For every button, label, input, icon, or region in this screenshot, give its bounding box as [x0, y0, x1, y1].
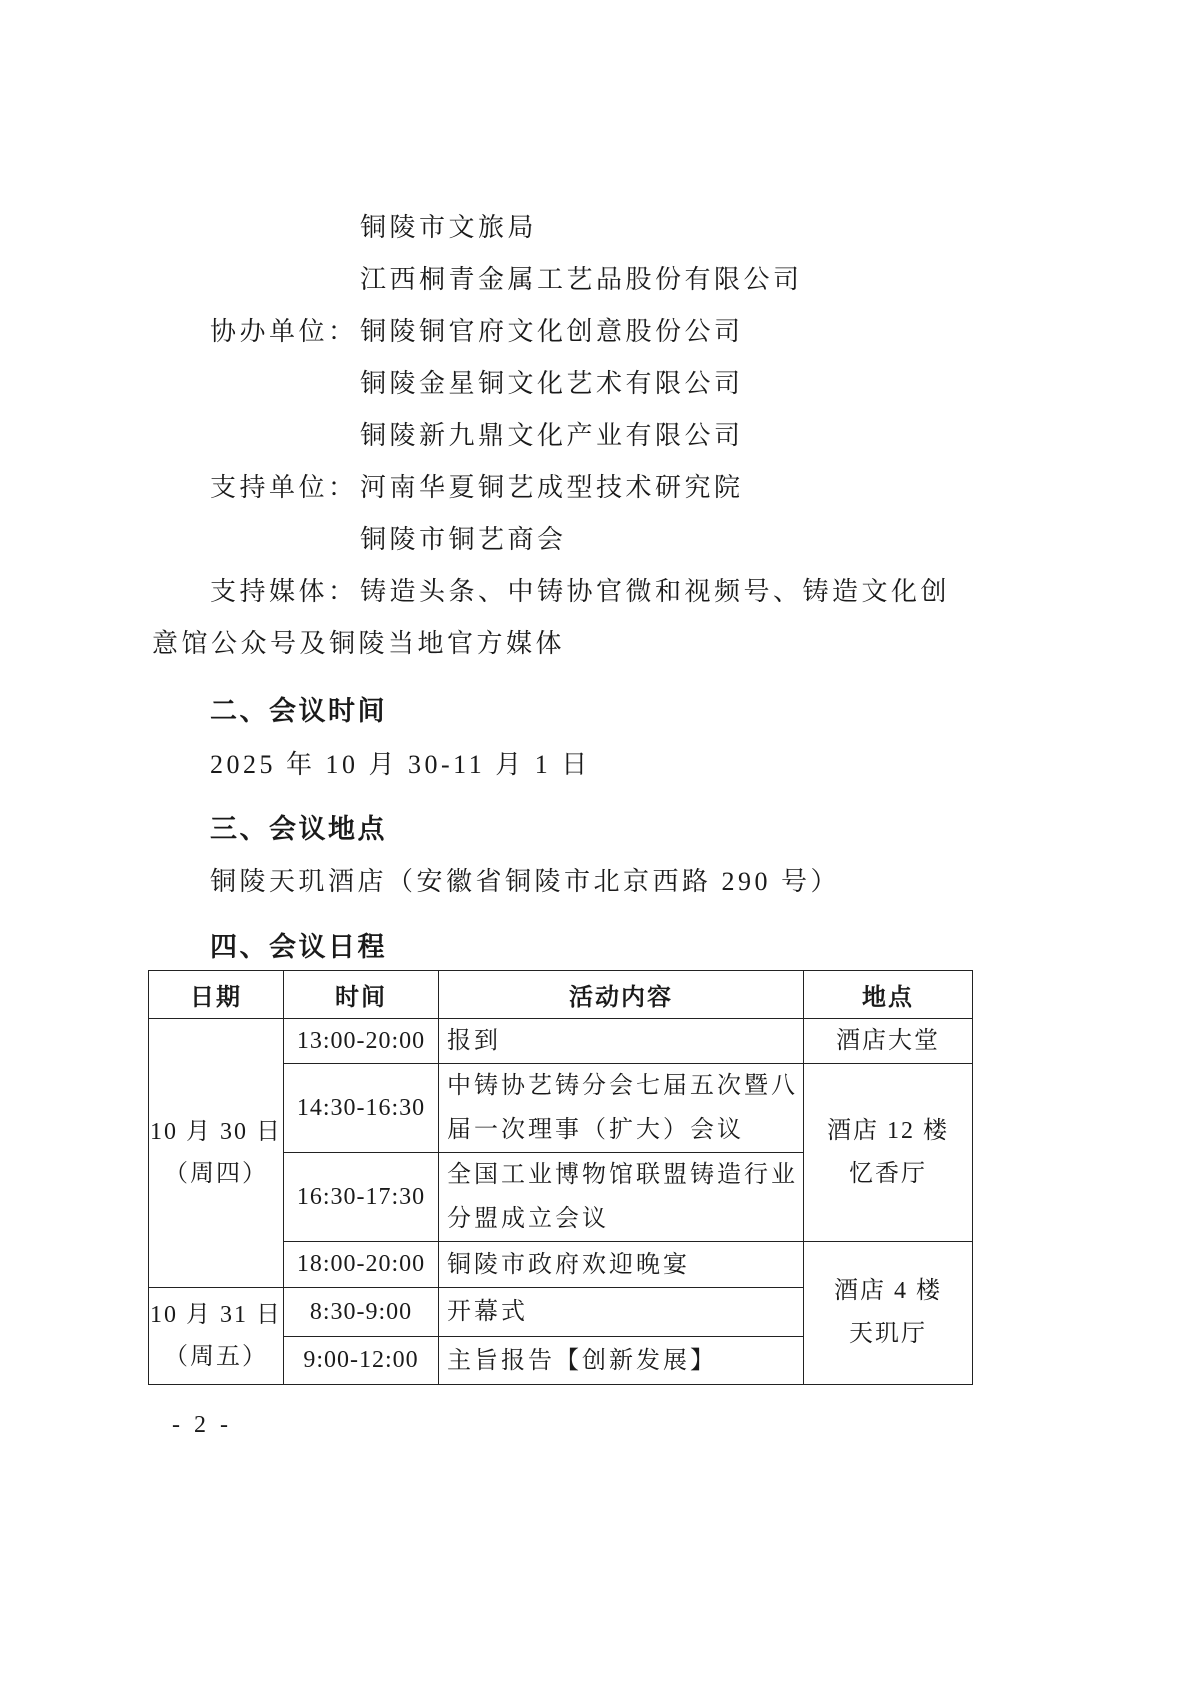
table-row: [149, 1019, 973, 1064]
activity-cell: [439, 1019, 804, 1064]
activity-cell: [439, 1288, 804, 1337]
column-header-activity: 活动内容: [439, 971, 804, 1019]
activity-text: 届一次理事（扩大）会议: [447, 1117, 744, 1143]
table-header-row: [149, 971, 973, 1019]
media-text: 意馆公众号及铜陵当地官方媒体: [152, 629, 566, 658]
media-label: 支持媒体：: [210, 577, 358, 606]
supporter-item: 铜陵市铜艺商会: [360, 525, 567, 554]
date-weekday: （周四）: [164, 1161, 268, 1187]
activity-text: 铜陵市政府欢迎晚宴: [447, 1251, 690, 1278]
date-day: 10 月 31 日: [150, 1302, 282, 1328]
location-text: 酒店 4 楼: [834, 1278, 942, 1304]
date-day: 10 月 30 日: [150, 1119, 282, 1145]
activity-cell: [439, 1153, 804, 1242]
time-cell: 8:30-9:00: [284, 1288, 439, 1337]
meeting-time-value: 2025 年 10 月 30-11 月 1 日: [210, 750, 591, 779]
meeting-venue-heading: 三、会议地点: [210, 814, 387, 845]
co-organizer-item: 铜陵新九鼎文化产业有限公司: [360, 421, 744, 450]
media-text: 铸造头条、中铸协官微和视频号、铸造文化创: [360, 577, 951, 606]
column-header-date: 日期: [149, 971, 284, 1019]
supporter-item: 河南华夏铜艺成型技术研究院: [360, 473, 744, 502]
page-number: - 2 -: [172, 1412, 232, 1438]
activity-text: 分盟成立会议: [447, 1206, 609, 1232]
column-header-time: 时间: [284, 971, 439, 1019]
schedule-table: [148, 970, 973, 1385]
activity-cell: [439, 1337, 804, 1385]
time-cell: 13:00-20:00: [284, 1019, 439, 1064]
co-organizer-label: 协办单位：: [210, 317, 358, 346]
activity-text: 主旨报告【创新发展】: [447, 1347, 717, 1374]
activity-text: 中铸协艺铸分会七届五次暨八: [447, 1073, 798, 1099]
location-text: 忆香厅: [849, 1160, 927, 1187]
time-cell: 14:30-16:30: [284, 1064, 439, 1153]
date-cell: [149, 1019, 284, 1288]
time-cell: 9:00-12:00: [284, 1337, 439, 1385]
column-header-location: 地点: [804, 971, 973, 1019]
activity-text: 报到: [447, 1028, 501, 1054]
location-cell: [804, 1242, 973, 1385]
co-organizer-item: 铜陵金星铜文化艺术有限公司: [360, 369, 744, 398]
time-cell: 16:30-17:30: [284, 1153, 439, 1242]
activity-text: 开幕式: [447, 1299, 528, 1325]
activity-cell: [439, 1242, 804, 1288]
date-weekday: （周五）: [164, 1344, 268, 1370]
meeting-venue-value: 铜陵天玑酒店（安徽省铜陵市北京西路 290 号）: [210, 867, 841, 896]
activity-text: 全国工业博物馆联盟铸造行业: [447, 1162, 798, 1188]
supporter-label: 支持单位：: [210, 473, 358, 502]
location-cell: [804, 1064, 973, 1242]
location-text: 酒店 12 楼: [827, 1117, 949, 1144]
host-item: 江西桐青金属工艺品股份有限公司: [360, 265, 803, 294]
activity-cell: [439, 1064, 804, 1153]
date-cell: [149, 1288, 284, 1385]
location-text: 酒店大堂: [836, 1027, 940, 1054]
host-item: 铜陵市文旅局: [360, 213, 538, 242]
location-cell: [804, 1019, 973, 1064]
co-organizer-item: 铜陵铜官府文化创意股份公司: [360, 317, 744, 346]
schedule-heading: 四、会议日程: [210, 932, 387, 963]
location-text: 天玑厅: [849, 1321, 927, 1347]
time-cell: 18:00-20:00: [284, 1242, 439, 1288]
meeting-time-heading: 二、会议时间: [210, 696, 387, 727]
